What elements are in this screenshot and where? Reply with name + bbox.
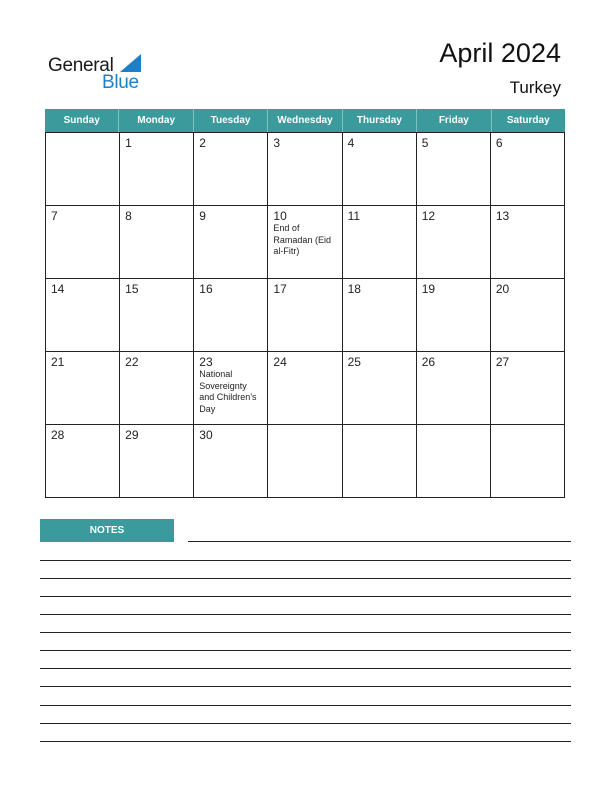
day-number: 21 [51,355,65,369]
day-cell [194,205,268,278]
weekday-thursday: Thursday [343,109,417,132]
day-number: 2 [199,136,206,150]
weekday-wednesday: Wednesday [268,109,342,132]
day-cell [417,351,491,424]
weekday-monday: Monday [119,109,193,132]
day-number: 23 [199,355,213,369]
day-number: 25 [347,355,361,369]
day-number: 19 [421,282,436,296]
day-cell [343,132,417,205]
day-number: 4 [347,136,355,150]
day-number: 26 [421,355,436,369]
day-cell [417,424,491,497]
notes-line [40,578,571,579]
logo-triangle-icon [120,54,141,72]
day-cell [46,351,120,424]
day-number: 12 [421,209,436,223]
day-number: 1 [125,136,132,150]
day-number: 15 [125,282,139,296]
day-number: 29 [125,428,139,442]
weekday-saturday: Saturday [506,115,550,126]
day-cell [194,132,268,205]
day-cell [491,278,565,351]
day-cell [194,278,268,351]
day-number: 16 [199,282,213,296]
day-cell [120,351,194,424]
day-cell [268,424,342,497]
day-cell [120,132,194,205]
day-cell [120,278,194,351]
day-cell [46,132,120,205]
day-number: 10 [273,209,287,223]
weekday-tuesday: Tuesday [194,109,268,132]
notes-line [40,632,571,633]
day-cell [343,351,417,424]
day-cell [417,278,491,351]
day-cell [343,424,417,497]
notes-line [40,614,571,615]
day-cell [268,278,342,351]
day-cell [417,132,491,205]
notes-line [40,560,571,561]
day-cell [417,205,491,278]
notes-line [40,668,571,669]
calendar [45,109,565,499]
notes-line [188,541,571,542]
day-number: 6 [495,136,503,150]
day-number: 3 [273,136,281,150]
day-number: 18 [347,282,361,296]
day-number: 28 [51,428,65,442]
day-cell [120,205,194,278]
day-cell [491,424,565,497]
weekday-header [45,109,565,132]
day-cell [268,132,342,205]
logo-general-text: General [48,55,114,76]
notes-line [40,596,571,597]
logo-blue-text: Blue [102,72,139,93]
day-cell [343,278,417,351]
day-cell [120,424,194,497]
day-cell [46,278,120,351]
holiday-label: National Sovereignty and Children's Day [199,369,257,414]
day-number: 13 [495,209,510,223]
notes-line [40,686,571,687]
day-number: 5 [421,136,429,150]
day-cell [46,205,120,278]
day-number: 27 [495,355,510,369]
page-title: April 2024 [439,38,561,68]
day-number: 14 [51,282,65,296]
day-cell [491,205,565,278]
day-number: 22 [125,355,139,369]
day-cell [46,424,120,497]
country-label: Turkey [509,78,561,97]
weekday-sunday: Sunday [45,109,119,132]
notes-line [40,723,571,724]
day-number: 30 [199,428,213,442]
day-number: 24 [273,355,287,369]
day-cell [491,351,565,424]
notes-line [40,705,571,706]
weekday-friday: Friday [417,109,491,132]
day-cell [343,205,417,278]
day-number: 17 [273,282,287,296]
day-number: 11 [347,209,361,223]
day-cell [194,351,268,424]
day-number: 9 [199,209,206,223]
day-cell [491,132,565,205]
logo [48,52,148,92]
day-cell [268,351,342,424]
calendar-grid [45,132,565,498]
day-number: 7 [51,209,58,223]
day-cell [194,424,268,497]
holiday-label: End of Ramadan (Eid al-Fitr) [273,223,331,256]
day-cell [268,205,342,278]
notes-line [40,650,571,651]
day-number: 8 [125,209,132,223]
day-number: 20 [495,282,510,296]
notes-header: NOTES [40,519,174,542]
notes-line [40,741,571,742]
